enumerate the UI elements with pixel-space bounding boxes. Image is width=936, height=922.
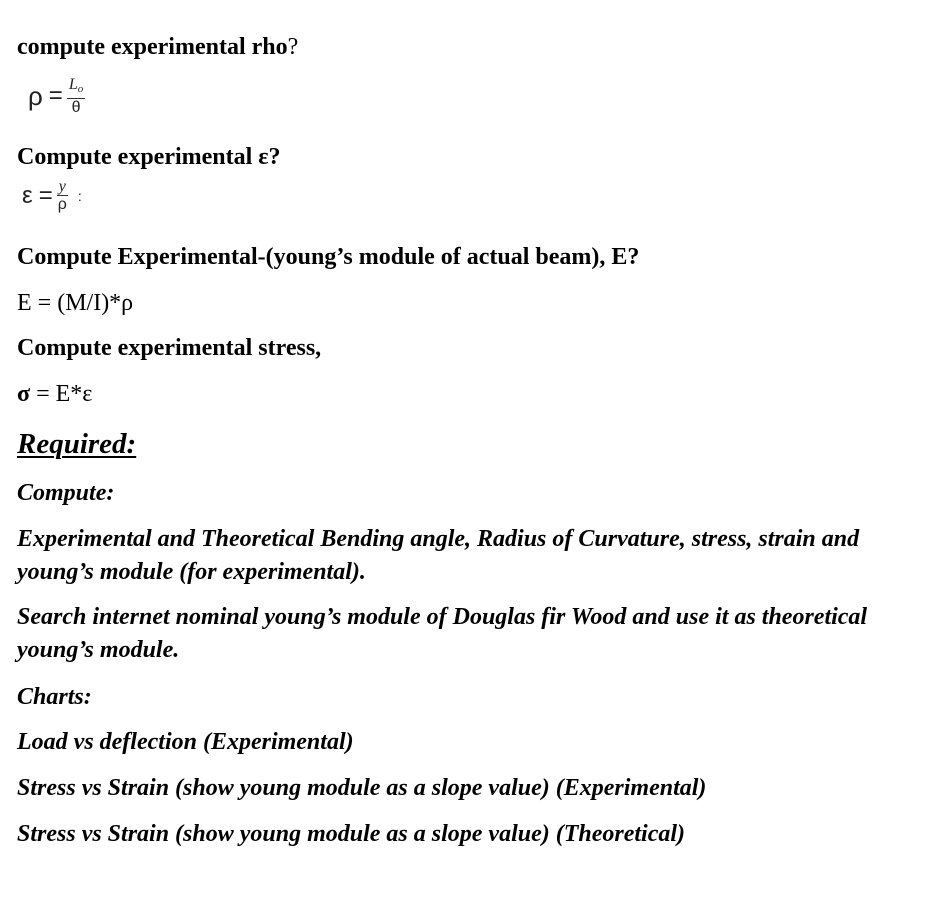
equation-stress [17,380,92,408]
question-stress: Compute experimental stress, [17,335,322,361]
equation-young: E = (M/I)*ρ [17,290,134,316]
compute-label: Compute: [17,480,115,506]
question-rho-text: compute experimental rho [17,34,288,60]
chart-item: Stress vs Strain (show young module as a slope value) (Experimental) [17,775,707,801]
formula-strain [22,178,82,213]
formula-strain-lhs: ε [22,181,33,209]
question-rho-mark: ? [287,34,299,60]
formula-strain-denominator: ρ [57,196,67,213]
formula-rho-equals: = [48,82,63,109]
question-rho [17,33,298,61]
equation-stress-sigma: σ [17,381,31,407]
equation-stress-rest: = E*ε [30,381,93,407]
charts-label: Charts: [17,684,92,710]
required-heading: Required: [17,428,137,460]
formula-rho-fraction [67,76,85,116]
search-instruction: Search internet nominal young’s module of Douglas fir Wood and use it as theoretical young’s module. [17,604,868,663]
formula-rho-numerator-sub: o [77,83,84,95]
question-strain: Compute experimental ε? [17,144,281,170]
formula-rho-numerator [67,76,85,99]
formula-rho-lhs: ρ [28,80,43,111]
formula-strain-trail: : [77,187,82,204]
formula-rho [28,76,85,116]
compute-description: Experimental and Theoretical Bending angle, Radius of Curvature, stress, strain and young’s module (for experimental). [17,526,860,585]
chart-item: Stress vs Strain (show young module as a slope value) (Theoretical) [17,821,686,847]
question-young: Compute Experimental-(young’s module of actual beam), E? [17,244,640,270]
formula-rho-numerator-main: L [68,76,78,93]
formula-rho-denominator: θ [71,99,81,116]
chart-item: Load vs deflection (Experimental) [17,729,354,755]
formula-strain-fraction [57,178,68,213]
formula-strain-numerator: y [58,178,66,195]
formula-strain-equals: = [38,181,53,209]
